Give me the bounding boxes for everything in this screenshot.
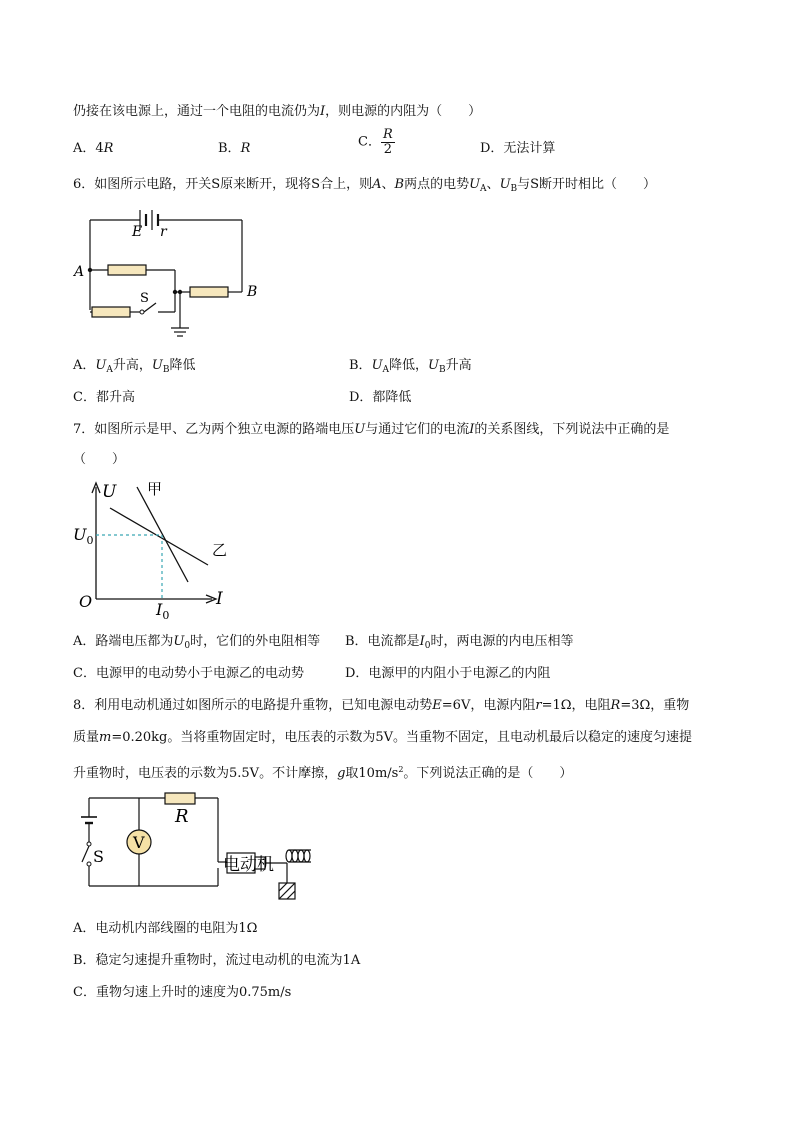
q7-option-c[interactable]: C．电源甲的电动势小于电源乙的电动势: [73, 666, 304, 681]
q8-option-a[interactable]: A．电动机内部线圈的电阻为1Ω: [73, 921, 258, 936]
fraction-r-over-2: $\frac{R}{2}$: [382, 127, 393, 157]
label-motor: 电动机: [223, 855, 274, 875]
q8-option-c[interactable]: C．重物匀速上升时的速度为0.75m/s: [73, 985, 292, 1000]
label-jia: 甲: [147, 480, 163, 498]
label-switch-s: S: [140, 291, 149, 306]
q6-stem: 6．如图所示电路，开关S原来断开，现将S合上，则A、B两点的电势$U_A$、$U_B$与S断开时相比（ ）: [73, 177, 657, 194]
q5-option-d[interactable]: D．无法计算: [480, 141, 556, 156]
label-origin-o: O: [79, 592, 93, 611]
q8-stem-line2: 质量m=0.20kg。当将重物固定时，电压表的示数为5V。当重物不固定，且电动机最后以稳定的速度匀速提: [73, 730, 693, 745]
label-yi: 乙: [212, 541, 228, 559]
label-internal-r: r: [160, 224, 167, 240]
q8-motor-circuit-diagram: [75, 790, 325, 910]
q6-option-a[interactable]: A．$U_A$升高，$U_B$降低: [73, 358, 196, 375]
q5-option-a[interactable]: A．4R: [73, 141, 114, 156]
q6-option-b[interactable]: B．$U_A$降低，$U_B$升高: [349, 358, 472, 375]
label-resistor-r: R: [175, 806, 189, 827]
q5-option-c[interactable]: C． $\frac{R}{2}$: [358, 127, 393, 157]
q8-stem-line3: 升重物时，电压表的示数为5.5V。不计摩擦，g取$10m/s^2$。下列说法正确的是（ ）: [73, 765, 573, 781]
label-i0: $I_0$: [156, 600, 170, 622]
q6-circuit-diagram: [70, 200, 260, 340]
q8-option-b[interactable]: B．稳定匀速提升重物时，流过电动机的电流为1A: [73, 953, 361, 968]
q7-option-b[interactable]: B．电流都是$I_0$时，两电源的内电压相等: [345, 634, 574, 651]
axis-label-u: U: [102, 482, 117, 502]
q7-u-i-graph: [72, 475, 252, 620]
q5-stem: 仍接在该电源上，通过一个电阻的电流仍为I，则电源的内阻为（ ）: [73, 104, 482, 119]
q5-option-b[interactable]: B．R: [218, 141, 251, 156]
label-point-a: A: [74, 264, 85, 280]
label-emf-e: E: [132, 224, 143, 240]
label-u0: $U_0$: [73, 525, 94, 547]
q7-option-d[interactable]: D．电源甲的内阻小于电源乙的内阻: [345, 666, 551, 681]
axis-label-i: I: [216, 589, 223, 609]
label-point-b: B: [247, 284, 258, 300]
q7-option-a[interactable]: A．路端电压都为$U_0$时，它们的外电阻相等: [73, 634, 321, 651]
q6-option-d[interactable]: D．都降低: [349, 390, 412, 405]
q7-stem: 7．如图所示是甲、乙为两个独立电源的路端电压U与通过它们的电流I的关系图线，下列说法中正确的是: [73, 422, 670, 437]
label-switch-s: S: [93, 847, 104, 866]
line-yi: [110, 508, 208, 565]
q7-stem-paren: （ ）: [73, 452, 126, 467]
q6-option-c[interactable]: C．都升高: [73, 390, 135, 405]
q8-stem-line1: 8．利用电动机通过如图所示的电路提升重物，已知电源电动势E=6V，电源内阻r=1Ω，电阻R=3Ω，重物: [73, 698, 690, 713]
voltmeter-label-v: V: [133, 833, 145, 852]
